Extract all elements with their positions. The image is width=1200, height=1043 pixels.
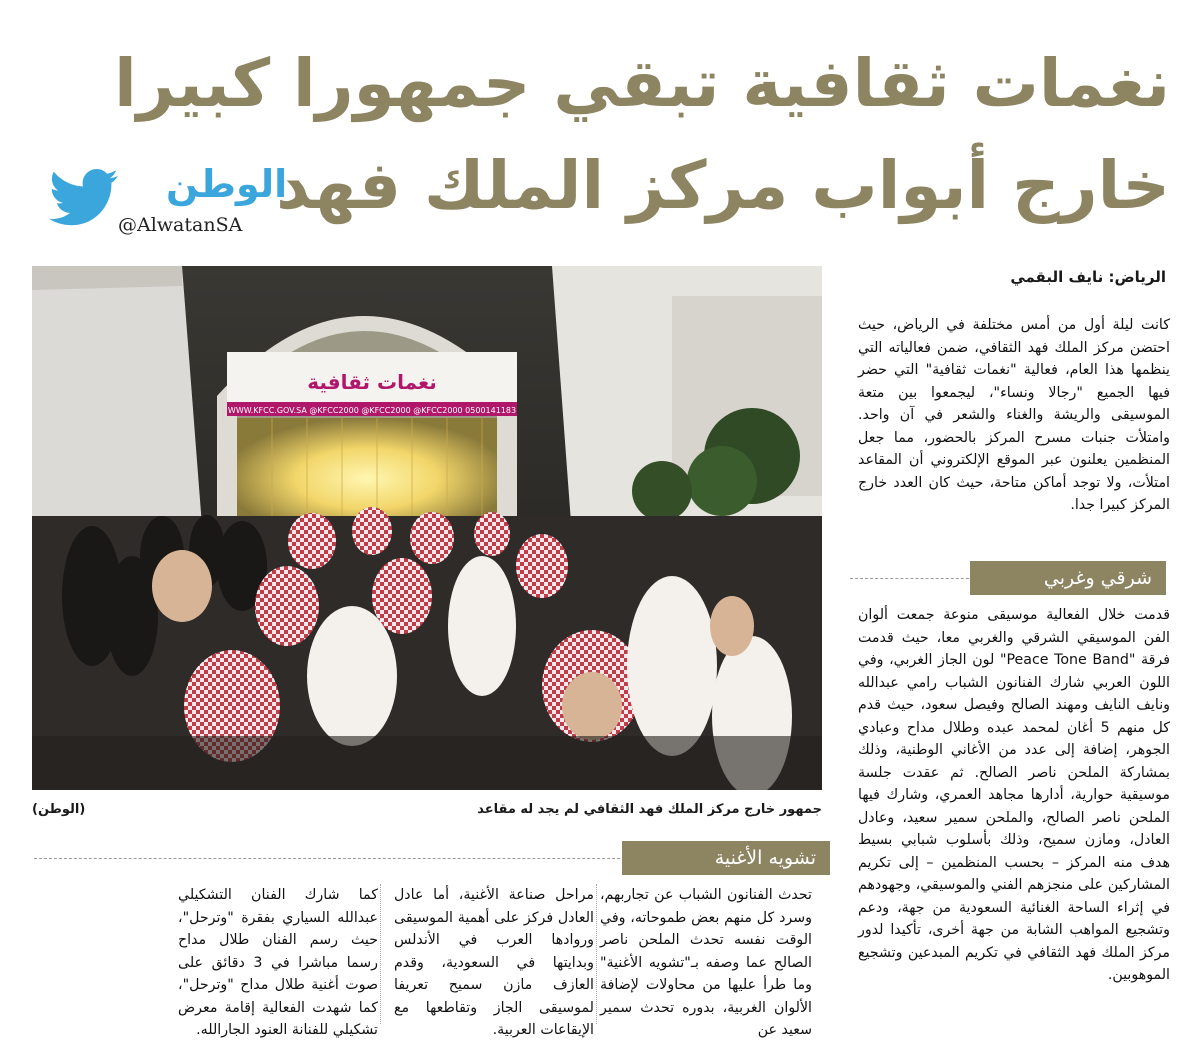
photo-credit: (الوطن): [32, 802, 86, 817]
photo-caption: جمهور خارج مركز الملك فهد الثقافي لم يجد له مقاعد: [477, 802, 822, 817]
article-intro: كانت ليلة أول من أمس مختلفة في الرياض، حيث احتضن مركز الملك فهد الثقافي، ضمن فعالياته التي ينظمها هذا العام، فعالية "نغمات ثقافية" التي حضر فيها الجميع "رجالا ونساء"، ليجمعوا بين متعة الموسيقى والريشة والغناء والشعر في آن واحد. وامتلأت جنبات مسرح المركز بالحضور، مما جعل المنظمين يعلنون عبر الموقع الإلكتروني أن المقاعد امتلأت، ولا توجد أماكن متاحة، حيث كان العدد خارج المركز كبيرا جدا.: [858, 317, 1170, 513]
crowd-scene-illustration: [32, 266, 822, 790]
byline: الرياض: نايف البقمي: [1010, 268, 1166, 286]
headline-line-1: نغمات ثقافية تبقي جمهورا كبيرا: [114, 45, 1170, 122]
section-divider: [850, 578, 984, 579]
photo-caption-bar: [32, 798, 822, 822]
bottom-column-2: مراحل صناعة الأغنية، أما عادل العادل فركز على أهمية الموسيقى وروادها العرب في الأندلس وبدايتها في السعودية، وقدم العازف مازن سميح تعريفا لموسيقى الجاز وتقاطعها مع الإيقاعات العربية.: [394, 887, 594, 1038]
arch-banner: WWW.KFCC.GOV.SA @KFCC2000 @KFCC2000 @KFCC2000 0500141183: [227, 406, 517, 415]
section-divider: [34, 858, 640, 859]
twitter-bird-icon: [48, 168, 120, 226]
column-divider: [596, 884, 597, 1024]
headline-line-2: خارج أبواب مركز الملك فهد: [276, 147, 1170, 224]
section-east-west-text: قدمت خلال الفعالية موسيقى منوعة جمعت ألوان الفن الموسيقي الشرقي والغربي معا، حيث قدمت فرقة "Peace Tone Band" لون الجاز الغربي، وفي اللون العربي شارك الفنانون الشباب رامي عبدالله ونايف النايف ومهند الصالح وفيصل سعود، حيث قدم كل منهم 5 أغان لمحمد عبده وطلال مداح وعبادي الجوهر، إضافة إلى عدد من الأغاني الوطنية، وذلك بمشاركة الملحن ناصر الصالح. ثم عقدت جلسة موسيقية حوارية، أدارها مجاهد العمري، وشارك فيها الملحن ناصر الصالح، والملحن سمير سعيد، وعادل العادل، ومازن سميح، وذلك بأسلوب شبابي بسيط هدف منه المركز – بحسب المنظمين – إلى تكريم المشاركين على منجزهم الفني والموسيقي، وجهودهم في إثراء الساحة الغنائية السعودية من جهة، ودعم وتشجيع المواهب الشابة من جهة أخرى، تأكيدا لدور مركز الملك فهد الثقافي في تكريم المبدعين وتشجيع الموهوبين.: [858, 607, 1171, 983]
bottom-column-1: تحدث الفنانون الشباب عن تجاربهم، وسرد كل منهم بعض طموحاته، وفي الوقت نفسه تحدث الملحن ناصر الصالح عما وصفه بـ"تشويه الأغنية" وما طرأ عليها من محاولات لإضافة الألوان الغربية، بدوره تحدث سمير سعيد عن: [600, 887, 812, 1038]
column-divider: [380, 884, 381, 1024]
subhead-east-west: شرقي وغربي: [970, 561, 1166, 595]
newspaper-logo: الوطن: [166, 162, 288, 206]
bottom-column-3: كما شارك الفنان التشكيلي عبدالله السياري بفقرة "وترحل"، حيث رسم الفنان طلال مداح رسما مباشرا في 3 دقائق على صوت أغنية طلال مداح "وترحل"، كما شهدت الفعالية إقامة معرض تشكيلي للفنانة العنود الجارالله.: [178, 887, 378, 1038]
subhead-song-distortion: تشويه الأغنية: [622, 841, 830, 875]
brand-block[interactable]: [48, 160, 288, 240]
twitter-handle[interactable]: @AlwatanSA: [118, 214, 243, 236]
arch-title: نغمات ثقافية: [307, 370, 437, 394]
event-photo: [32, 266, 822, 790]
